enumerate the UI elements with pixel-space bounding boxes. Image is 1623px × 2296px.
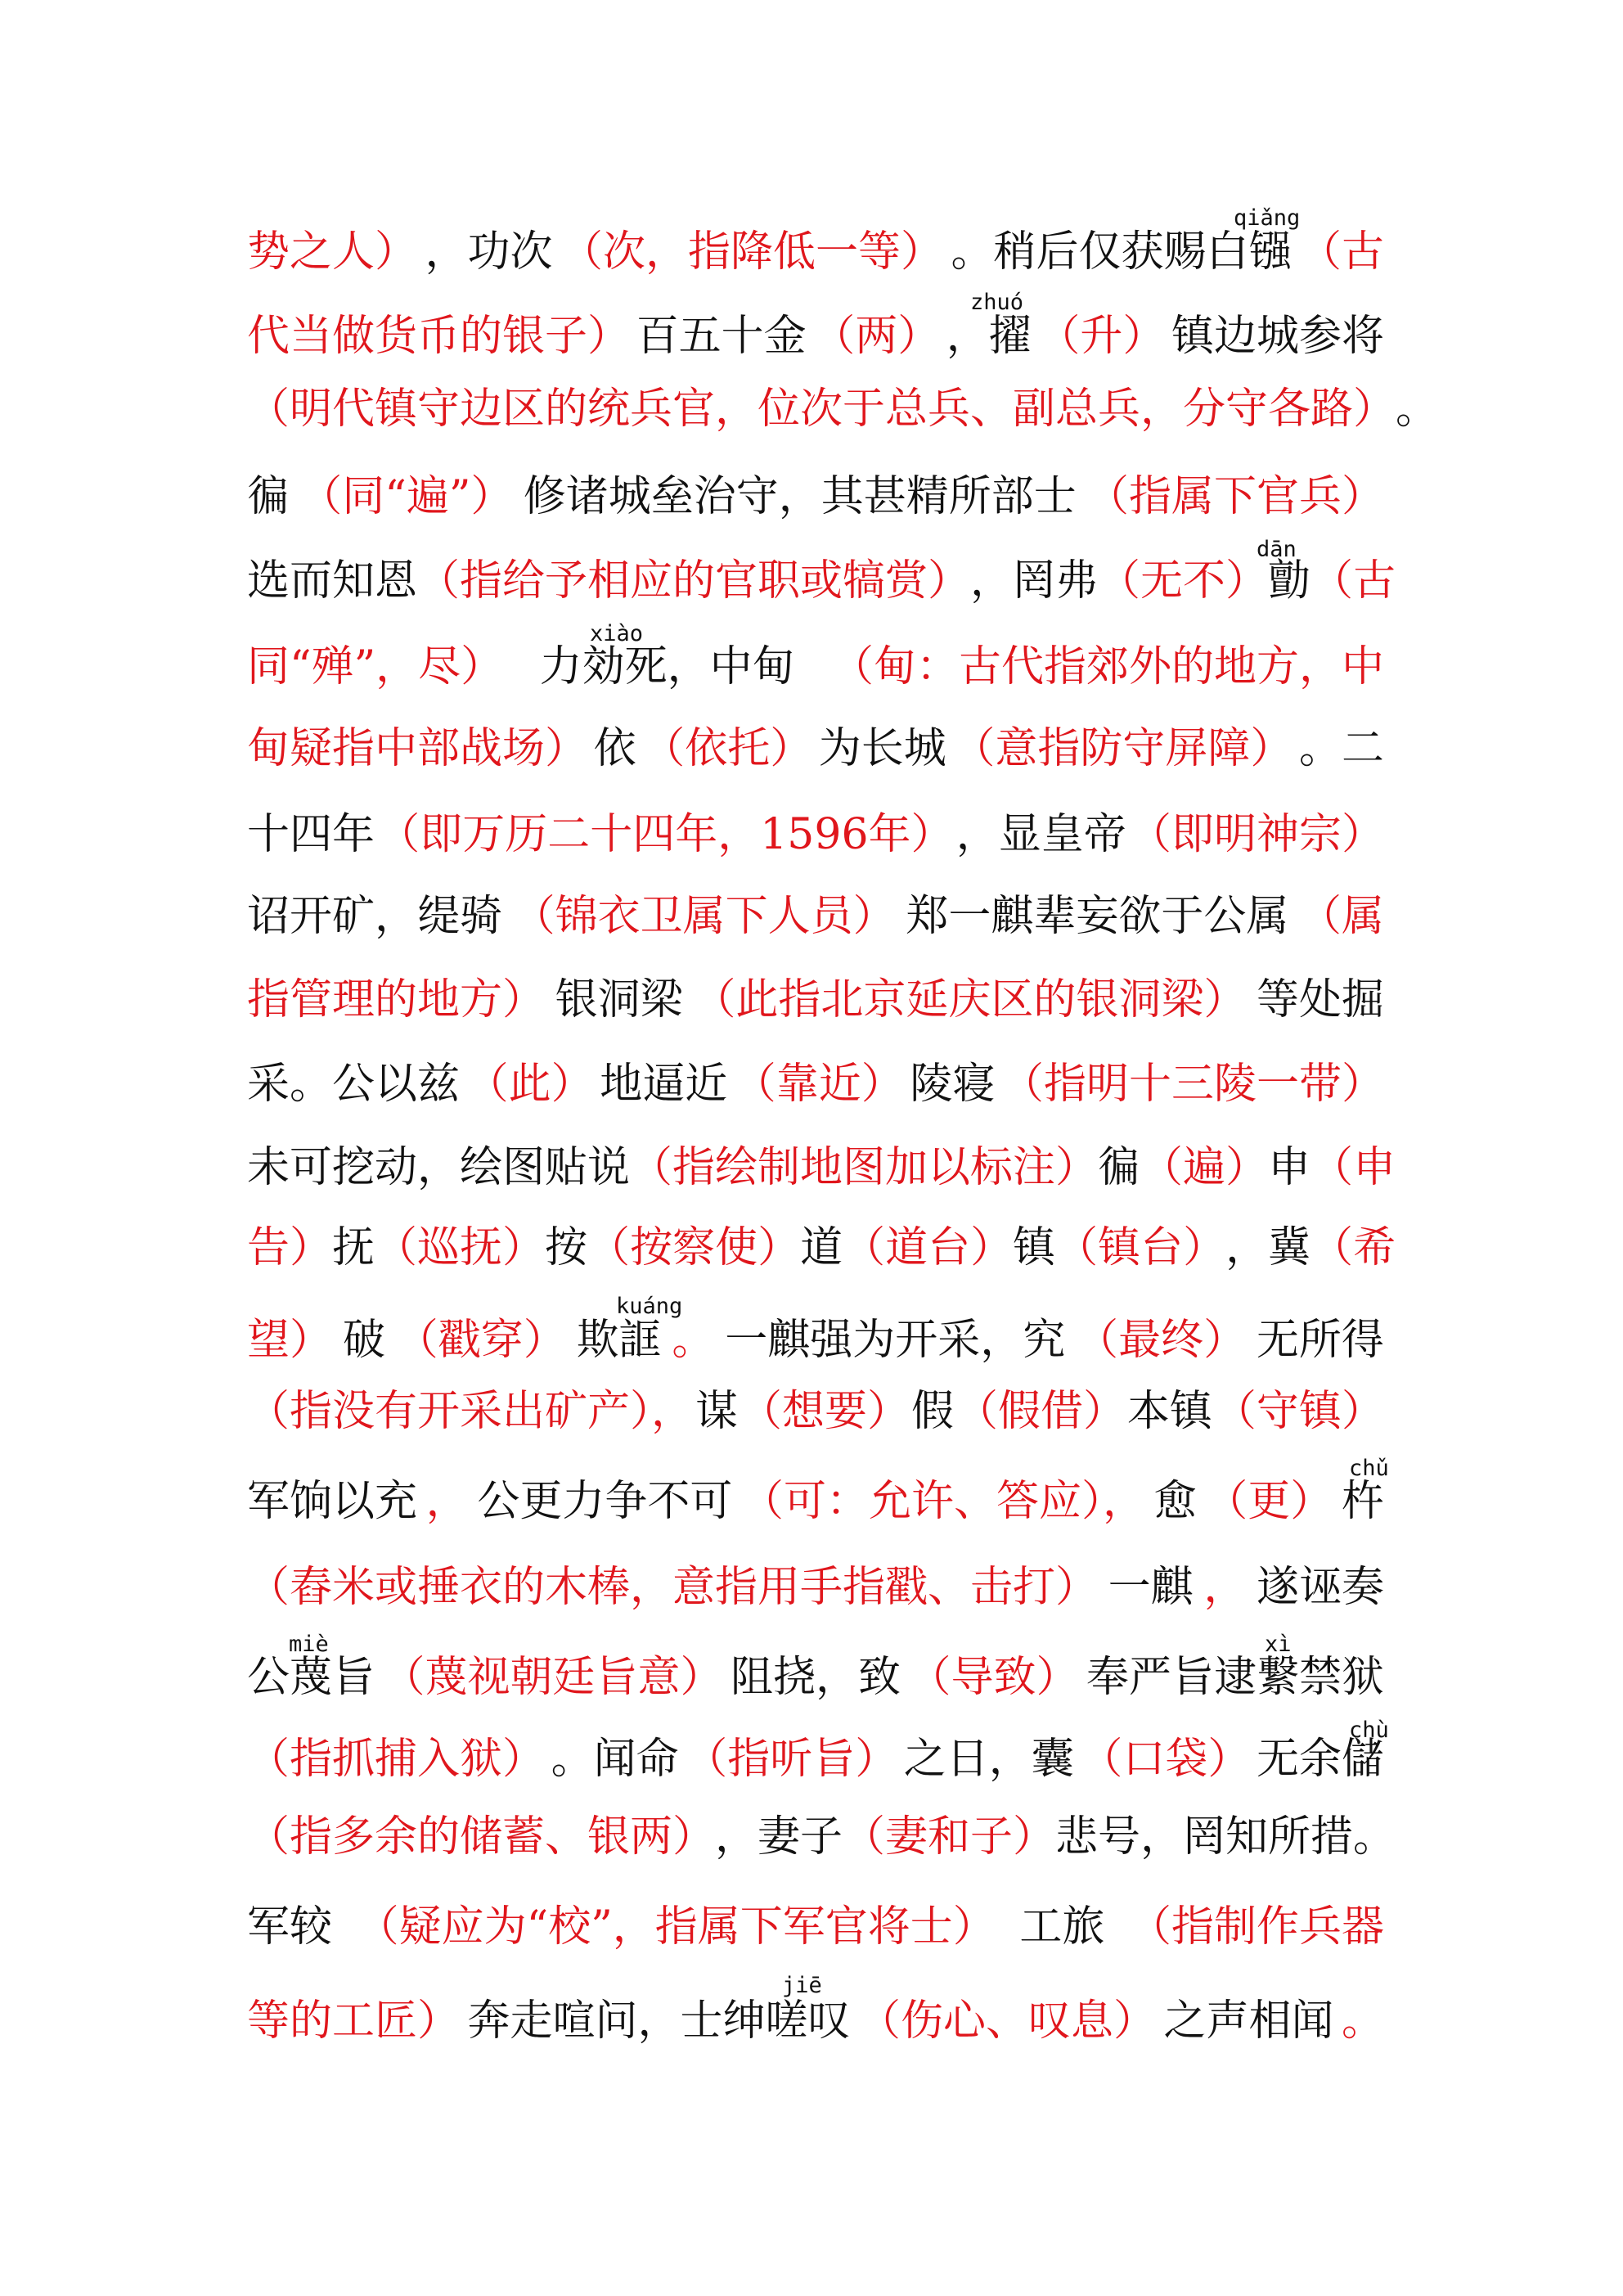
annotation-text: （道台） <box>843 1223 1014 1272</box>
annotation-text: （锦衣卫属下人员） <box>512 892 896 941</box>
body-text: 未可挖动，绘图贴说 <box>247 1143 631 1192</box>
annotation-text: （即明神宗） <box>1128 810 1384 859</box>
body-text: 陵寝 <box>910 1060 996 1109</box>
body-text: 徧 <box>247 472 290 521</box>
body-text: 阻挠，致 <box>730 1653 901 1702</box>
annotation-text: （明代镇守边区的统兵官，位次于总兵、副总兵，分守各路） <box>247 385 1396 434</box>
body-text: 一麒 <box>1108 1563 1194 1612</box>
annotation-text: （同“遍”） <box>299 472 514 521</box>
text-line <box>247 971 1384 1029</box>
annotation-text: （希 <box>1311 1223 1396 1272</box>
text-line <box>247 1056 1384 1113</box>
annotation-text: 代当做货币的银子） <box>247 312 631 361</box>
annotation-text: 指管理的地方） <box>247 975 546 1024</box>
text-line <box>247 1219 1396 1276</box>
pinyin-annotation: chù <box>1349 1717 1389 1743</box>
annotation-text: （次，指降低一等） <box>560 227 943 277</box>
body-text: ，罔弗 <box>970 556 1099 606</box>
body-text: 十四年 <box>247 810 375 859</box>
body-text: 愈 <box>1153 1477 1197 1526</box>
text-line <box>247 1383 1384 1440</box>
body-text: 军饷以充 <box>247 1477 418 1526</box>
body-text: 本镇 <box>1126 1387 1212 1436</box>
text-line <box>247 806 1384 863</box>
annotation-text: 望） <box>247 1316 333 1365</box>
pinyin-annotation: chǔ <box>1349 1456 1389 1481</box>
body-text: 谋 <box>695 1387 738 1436</box>
body-text: 银洞梁 <box>555 975 683 1024</box>
text-line <box>247 1898 1384 1956</box>
annotation-text: （蔑视朝廷旨意） <box>382 1653 723 1702</box>
annotation-text: （甸：古代指郊外的地方，中 <box>830 642 1384 691</box>
annotation-text: ， <box>425 1477 469 1526</box>
body-text: 郑一麒辈妄欲于公属 <box>906 892 1289 941</box>
body-text: 欺誆 <box>576 1316 662 1365</box>
body-text: 遂诬奏 <box>1256 1563 1384 1612</box>
text-line <box>247 888 1384 945</box>
pinyin-annotation: zhuó <box>970 290 1024 315</box>
pinyin-annotation: xiào <box>590 621 644 646</box>
annotation-text: （指多余的储蓄、银两） <box>247 1812 716 1862</box>
body-text: 。稍后仅获赐白镪 <box>951 227 1292 277</box>
text-line <box>247 1992 1384 2050</box>
text-line <box>247 308 1384 365</box>
annotation-text: （可：允许、答应）， <box>740 1477 1145 1526</box>
annotation-text: （此指北京延庆区的银洞梁） <box>693 975 1247 1024</box>
body-text: 修诸城垒治守，其甚精所部士 <box>523 472 1077 521</box>
annotation-text: （古 <box>1311 556 1396 606</box>
body-text: ，冀 <box>1225 1223 1311 1272</box>
annotation-text: 同“殚”，尽） <box>247 642 504 691</box>
annotation-text: （意指防守屏障） <box>952 724 1293 773</box>
body-text: 为长城 <box>818 724 946 773</box>
annotation-text: （即万历二十四年，1596年） <box>377 810 954 859</box>
annotation-text: （靠近） <box>733 1060 904 1109</box>
annotation-text: （戳穿） <box>395 1316 566 1365</box>
annotation-text: （疑应为“校”，指属下军官将士） <box>356 1902 996 1952</box>
body-text: 无余儲 <box>1256 1735 1384 1784</box>
annotation-text: ， <box>1203 1563 1247 1612</box>
body-text: 地逼近 <box>600 1060 728 1109</box>
body-text: 镇 <box>1013 1223 1056 1272</box>
body-text: 悲号，罔知所措。 <box>1055 1812 1396 1862</box>
body-text: 徧 <box>1098 1143 1141 1192</box>
body-text: 抚 <box>332 1223 375 1272</box>
annotation-text: （此） <box>465 1060 594 1109</box>
annotation-text: （更） <box>1205 1477 1333 1526</box>
annotation-text: 等的工匠） <box>247 1997 461 2046</box>
annotation-text: （守镇） <box>1213 1387 1384 1436</box>
annotation-text: （指绘制地图加以标注） <box>630 1143 1099 1192</box>
annotation-text: 。 <box>672 1316 715 1365</box>
text-line <box>247 1649 1384 1706</box>
annotation-text: （无不） <box>1098 556 1269 606</box>
pinyin-annotation: qiǎng <box>1234 205 1301 231</box>
pinyin-annotation: miè <box>289 1632 329 1657</box>
body-text: 依 <box>593 724 636 773</box>
annotation-text: （妻和子） <box>843 1812 1056 1862</box>
annotation-text: 甸疑指中部战场） <box>247 724 588 773</box>
annotation-text: （指制作兵器 <box>1128 1902 1384 1952</box>
pinyin-annotation: dān <box>1257 537 1297 562</box>
body-text: 。二 <box>1298 724 1384 773</box>
annotation-text: （舂米或捶衣的木棒，意指用手指戳、击打） <box>247 1563 1099 1612</box>
text-line <box>247 223 1384 281</box>
annotation-text: （口袋） <box>1080 1735 1251 1784</box>
body-text: 按 <box>545 1223 588 1272</box>
body-text: 选而知恩 <box>247 556 418 606</box>
text-line <box>247 720 1384 777</box>
pinyin-annotation: kuáng <box>616 1294 683 1319</box>
annotation-text: 告） <box>247 1223 333 1272</box>
text-line <box>247 1139 1396 1196</box>
body-text: 奉严旨逮繋禁狱 <box>1086 1653 1384 1702</box>
annotation-text: （巡抚） <box>375 1223 546 1272</box>
body-text: 申 <box>1268 1143 1311 1192</box>
text-line <box>247 380 1439 438</box>
body-text: 之日，囊 <box>903 1735 1074 1784</box>
body-text: 镇边城参将 <box>1171 312 1384 361</box>
body-text: 道 <box>800 1223 843 1272</box>
body-text: 公蔑旨 <box>247 1653 375 1702</box>
body-text: 奔走喧问，士绅嗟叹 <box>467 1997 851 2046</box>
pinyin-annotation: xì <box>1265 1632 1292 1657</box>
annotation-text: （伤心、叹息） <box>857 1997 1156 2046</box>
annotation-text: （最终） <box>1076 1316 1247 1365</box>
body-text: 之声相闻 <box>1163 1997 1334 2046</box>
body-text: 公更力争不可 <box>477 1477 733 1526</box>
annotation-text: 。 <box>1341 1997 1384 2046</box>
annotation-text: （申 <box>1311 1143 1396 1192</box>
annotation-text: （按察使） <box>587 1223 801 1272</box>
body-text: 一麒强为开采，究 <box>725 1316 1066 1365</box>
annotation-text: （镇台） <box>1055 1223 1226 1272</box>
text-line <box>247 1312 1384 1369</box>
body-text: ，显皇帝 <box>955 810 1126 859</box>
annotation-text: （遍） <box>1140 1143 1269 1192</box>
body-text: 诏开矿，缇骑 <box>247 892 503 941</box>
annotation-text: （指给予相应的官职或犒赏） <box>417 556 971 606</box>
body-text: 采。公以兹 <box>247 1060 461 1109</box>
annotation-text: （古 <box>1298 227 1384 277</box>
body-text: 力効死，中甸 <box>539 642 795 691</box>
text-line <box>247 468 1384 525</box>
body-text: 军较 <box>247 1902 333 1952</box>
text-line <box>247 1808 1396 1866</box>
body-text: 勯 <box>1268 556 1311 606</box>
text-line <box>247 1731 1384 1788</box>
body-text: 无所得 <box>1256 1316 1384 1365</box>
annotation-text: （指属下官兵） <box>1086 472 1384 521</box>
annotation-text: 势之人） <box>247 227 418 277</box>
annotation-text: （升） <box>1037 312 1166 361</box>
body-text: 杵 <box>1341 1477 1384 1526</box>
body-text: 等处掘 <box>1256 975 1384 1024</box>
body-text: 假 <box>910 1387 954 1436</box>
annotation-text: （假借） <box>955 1387 1126 1436</box>
annotation-text: （指听旨） <box>685 1735 898 1784</box>
annotation-text: （指没有开采出矿产）， <box>247 1387 695 1436</box>
text-line <box>247 1559 1384 1616</box>
body-text: ，妻子 <box>715 1812 843 1862</box>
body-text: 破 <box>342 1316 385 1365</box>
annotation-text: （导致） <box>908 1653 1079 1702</box>
annotation-text: （想要） <box>739 1387 910 1436</box>
body-text: 。闻命 <box>551 1735 679 1784</box>
annotation-text: （指抓捕入狱） <box>247 1735 546 1784</box>
annotation-text: （两） <box>812 312 941 361</box>
body-text: 工旅 <box>1019 1902 1105 1952</box>
annotation-text: （属 <box>1298 892 1384 941</box>
text-line <box>247 638 1384 696</box>
pinyin-annotation: jiē <box>782 1973 822 1998</box>
text-line <box>247 552 1396 610</box>
body-text: ，擢 <box>946 312 1032 361</box>
body-text: 。 <box>1396 385 1439 434</box>
annotation-text: （依托） <box>642 724 813 773</box>
body-text: 百五十金 <box>636 312 807 361</box>
body-text: ，功次 <box>425 227 553 277</box>
text-line <box>247 1473 1384 1530</box>
annotation-text: （指明十三陵一带） <box>1000 1060 1384 1109</box>
